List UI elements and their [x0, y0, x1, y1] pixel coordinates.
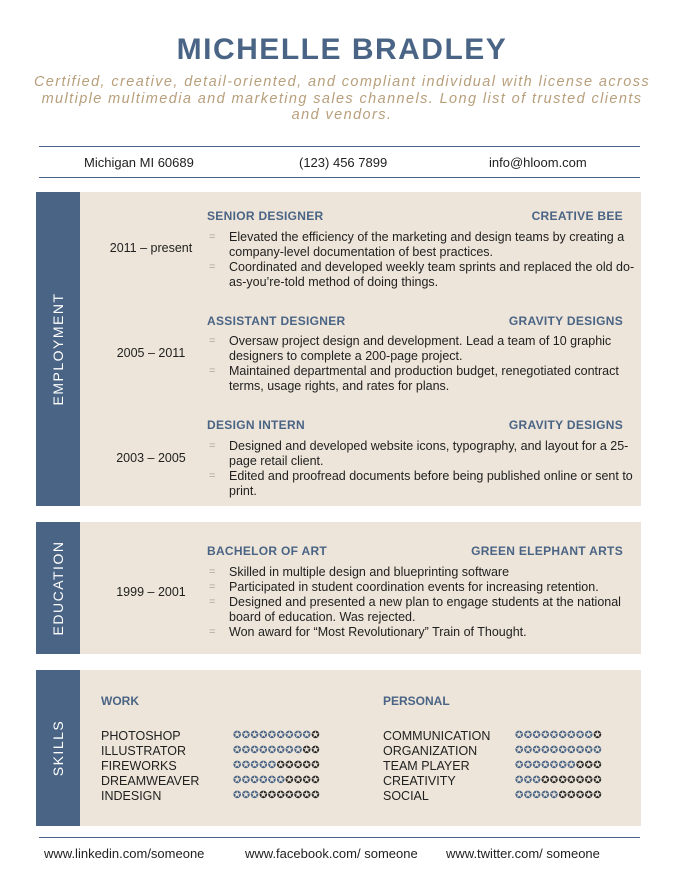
dash-icon: = [209, 440, 216, 452]
dash-icon: = [209, 365, 216, 377]
star-empty-icon: ✪ [293, 760, 303, 771]
star-empty-icon: ✪ [593, 790, 602, 801]
star-filled-icon: ✪ [241, 760, 251, 771]
dash-icon: = [209, 566, 216, 578]
star-filled-icon: ✪ [259, 775, 268, 786]
star-empty-icon: ✪ [285, 760, 294, 771]
star-empty-icon: ✪ [593, 775, 602, 786]
star-empty-icon: ✪ [593, 730, 602, 741]
job-bullets [207, 230, 639, 290]
skill-rating [233, 730, 320, 741]
resume-tagline: Certified, creative, detail-oriented, and compliant individual with license across multiple multimedia and marketing sales channels. Long list of trusted clients and vendors. [33, 74, 651, 123]
star-filled-icon: ✪ [285, 730, 294, 741]
star-filled-icon: ✪ [259, 745, 268, 756]
star-filled-icon: ✪ [267, 775, 277, 786]
education-sidebar [36, 522, 80, 654]
divider [39, 177, 640, 178]
star-filled-icon: ✪ [532, 760, 542, 771]
job-bullets [207, 439, 639, 499]
star-filled-icon: ✪ [233, 775, 242, 786]
star-filled-icon: ✪ [302, 730, 312, 741]
resume-name: MICHELLE BRADLEY [176, 33, 508, 66]
dash-icon: = [209, 231, 216, 243]
star-filled-icon: ✪ [267, 730, 277, 741]
section-label: EMPLOYMENT [50, 292, 66, 406]
star-empty-icon: ✪ [575, 790, 585, 801]
star-filled-icon: ✪ [293, 745, 303, 756]
star-empty-icon: ✪ [584, 790, 594, 801]
list-item: = Maintained departmental and production budget, renegotiated contract terms, usage rights, and rates for plans. [209, 364, 619, 393]
skill-name: TEAM PLAYER [383, 759, 470, 773]
star-filled-icon: ✪ [541, 730, 550, 741]
star-empty-icon: ✪ [267, 790, 277, 801]
section-label: SKILLS [50, 719, 66, 777]
star-filled-icon: ✪ [276, 745, 286, 756]
star-empty-icon: ✪ [549, 775, 559, 786]
star-empty-icon: ✪ [311, 760, 320, 771]
star-empty-icon: ✪ [259, 790, 268, 801]
employment-sidebar [36, 192, 80, 506]
star-filled-icon: ✪ [532, 730, 542, 741]
star-filled-icon: ✪ [549, 760, 559, 771]
divider [39, 146, 640, 147]
star-filled-icon: ✪ [267, 745, 277, 756]
star-filled-icon: ✪ [567, 730, 576, 741]
star-filled-icon: ✪ [250, 760, 260, 771]
list-item: = Designed and presented a new plan to engage students at the national board of education. Was rejected. [209, 595, 621, 624]
job-company: GRAVITY DESIGNS [508, 418, 623, 432]
star-filled-icon: ✪ [575, 730, 585, 741]
dash-icon: = [209, 626, 216, 638]
star-filled-icon: ✪ [250, 730, 260, 741]
education-date: 1999 – 2001 [116, 585, 186, 599]
star-empty-icon: ✪ [293, 790, 303, 801]
star-empty-icon: ✪ [302, 745, 312, 756]
skill-name: PHOTOSHOP [101, 729, 181, 743]
star-filled-icon: ✪ [541, 745, 550, 756]
star-filled-icon: ✪ [276, 775, 286, 786]
contact-address: Michigan MI 60689 [84, 155, 194, 170]
dash-icon: = [209, 261, 216, 273]
star-filled-icon: ✪ [515, 745, 524, 756]
skill-name: DREAMWEAVER [101, 774, 200, 788]
star-empty-icon: ✪ [285, 790, 294, 801]
education-bullets [207, 565, 639, 640]
job-company: GRAVITY DESIGNS [508, 314, 623, 328]
list-item: = Edited and proofread documents before being published online or sent to print. [209, 469, 633, 498]
star-empty-icon: ✪ [558, 790, 568, 801]
star-empty-icon: ✪ [567, 775, 576, 786]
personal-skills-heading: PERSONAL [383, 694, 450, 708]
star-filled-icon: ✪ [233, 790, 242, 801]
skill-rating [515, 730, 602, 741]
job-title: SENIOR DESIGNER [207, 209, 324, 223]
star-empty-icon: ✪ [302, 775, 312, 786]
skill-name: COMMUNICATION [383, 729, 491, 743]
skill-name: ILLUSTRATOR [101, 744, 186, 758]
list-item: = Won award for “Most Revolutionary” Train of Thought. [209, 625, 527, 639]
star-filled-icon: ✪ [259, 730, 268, 741]
star-filled-icon: ✪ [241, 745, 251, 756]
star-filled-icon: ✪ [584, 730, 594, 741]
star-empty-icon: ✪ [584, 775, 594, 786]
star-filled-icon: ✪ [541, 760, 550, 771]
dash-icon: = [209, 335, 216, 347]
skill-rating [233, 745, 320, 756]
star-empty-icon: ✪ [302, 790, 312, 801]
linkedin-link[interactable]: www.linkedin.com/someone [44, 846, 205, 861]
education-section [36, 522, 641, 654]
divider [39, 837, 640, 838]
star-empty-icon: ✪ [575, 760, 585, 771]
star-filled-icon: ✪ [558, 745, 568, 756]
skills-section [36, 670, 641, 826]
list-item: = Designed and developed website icons, typography, and layout for a 25-page retail client. [209, 439, 629, 468]
star-filled-icon: ✪ [593, 745, 602, 756]
star-filled-icon: ✪ [241, 790, 251, 801]
star-filled-icon: ✪ [575, 745, 585, 756]
skill-rating [515, 745, 602, 756]
star-filled-icon: ✪ [515, 790, 524, 801]
job-company: CREATIVE BEE [531, 209, 623, 223]
skill-rating [515, 790, 602, 801]
skill-name: INDESIGN [101, 789, 162, 803]
star-empty-icon: ✪ [302, 760, 312, 771]
star-empty-icon: ✪ [311, 775, 320, 786]
degree-title: BACHELOR OF ART [207, 544, 328, 558]
star-empty-icon: ✪ [311, 745, 320, 756]
star-filled-icon: ✪ [241, 730, 251, 741]
job-title: ASSISTANT DESIGNER [207, 314, 346, 328]
job-bullets [207, 334, 639, 394]
facebook-link[interactable]: www.facebook.com/ someone [245, 846, 418, 861]
star-filled-icon: ✪ [532, 745, 542, 756]
star-filled-icon: ✪ [515, 775, 524, 786]
star-filled-icon: ✪ [549, 730, 559, 741]
star-filled-icon: ✪ [276, 730, 286, 741]
star-filled-icon: ✪ [250, 775, 260, 786]
star-filled-icon: ✪ [549, 745, 559, 756]
star-filled-icon: ✪ [523, 730, 533, 741]
star-empty-icon: ✪ [593, 760, 602, 771]
twitter-link[interactable]: www.twitter.com/ someone [446, 846, 600, 861]
list-item: = Elevated the efficiency of the marketing and design teams by creating a company-level documentation of best practices. [209, 230, 625, 259]
star-filled-icon: ✪ [523, 745, 533, 756]
star-filled-icon: ✪ [515, 760, 524, 771]
skill-rating [515, 775, 602, 786]
star-filled-icon: ✪ [532, 790, 542, 801]
list-item: = Oversaw project design and development. Lead a team of 10 graphic designers to complete a 200-page project. [209, 334, 612, 363]
star-empty-icon: ✪ [276, 790, 286, 801]
star-filled-icon: ✪ [515, 730, 524, 741]
star-filled-icon: ✪ [285, 745, 294, 756]
star-filled-icon: ✪ [567, 760, 576, 771]
star-empty-icon: ✪ [311, 790, 320, 801]
star-filled-icon: ✪ [241, 775, 251, 786]
star-empty-icon: ✪ [276, 760, 286, 771]
job-date: 2003 – 2005 [116, 451, 186, 465]
skill-rating [233, 790, 320, 801]
star-empty-icon: ✪ [575, 775, 585, 786]
star-filled-icon: ✪ [567, 745, 576, 756]
star-empty-icon: ✪ [558, 775, 568, 786]
skill-name: CREATIVITY [383, 774, 456, 788]
star-filled-icon: ✪ [523, 790, 533, 801]
job-date: 2005 – 2011 [116, 346, 186, 360]
job-date: 2011 – present [109, 241, 193, 255]
contact-email[interactable]: info@hloom.com [489, 155, 587, 170]
section-label: EDUCATION [50, 540, 66, 636]
star-empty-icon: ✪ [293, 775, 303, 786]
star-filled-icon: ✪ [532, 775, 542, 786]
work-skills-heading: WORK [101, 694, 139, 708]
star-empty-icon: ✪ [541, 775, 550, 786]
skill-rating [515, 760, 602, 771]
school-name: GREEN ELEPHANT ARTS [471, 544, 623, 558]
list-item: = Participated in student coordination events for increasing retention. [209, 580, 599, 594]
job-title: DESIGN INTERN [207, 418, 305, 432]
star-filled-icon: ✪ [250, 790, 260, 801]
skill-rating [233, 775, 320, 786]
star-filled-icon: ✪ [233, 730, 242, 741]
skill-name: SOCIAL [383, 789, 429, 803]
star-empty-icon: ✪ [285, 775, 294, 786]
skill-name: ORGANIZATION [383, 744, 478, 758]
star-filled-icon: ✪ [233, 745, 242, 756]
star-empty-icon: ✪ [584, 760, 594, 771]
star-filled-icon: ✪ [233, 760, 242, 771]
contact-phone: (123) 456 7899 [299, 155, 388, 170]
star-filled-icon: ✪ [523, 775, 533, 786]
star-empty-icon: ✪ [311, 730, 320, 741]
employment-section [36, 192, 641, 506]
star-filled-icon: ✪ [558, 730, 568, 741]
dash-icon: = [209, 581, 216, 593]
skills-sidebar [36, 670, 80, 826]
list-item: = Coordinated and developed weekly team sprints and replaced the old do-as-you’re-told method of doing things. [209, 260, 635, 289]
skill-rating [233, 760, 320, 771]
star-filled-icon: ✪ [293, 730, 303, 741]
dash-icon: = [209, 470, 216, 482]
star-empty-icon: ✪ [567, 790, 576, 801]
star-filled-icon: ✪ [250, 745, 260, 756]
star-filled-icon: ✪ [267, 760, 277, 771]
star-filled-icon: ✪ [558, 760, 568, 771]
skill-name: FIREWORKS [101, 759, 177, 773]
star-filled-icon: ✪ [523, 760, 533, 771]
star-filled-icon: ✪ [259, 760, 268, 771]
star-filled-icon: ✪ [584, 745, 594, 756]
dash-icon: = [209, 596, 216, 608]
list-item: = Skilled in multiple design and blueprinting software [209, 565, 510, 579]
star-filled-icon: ✪ [541, 790, 550, 801]
star-filled-icon: ✪ [549, 790, 559, 801]
